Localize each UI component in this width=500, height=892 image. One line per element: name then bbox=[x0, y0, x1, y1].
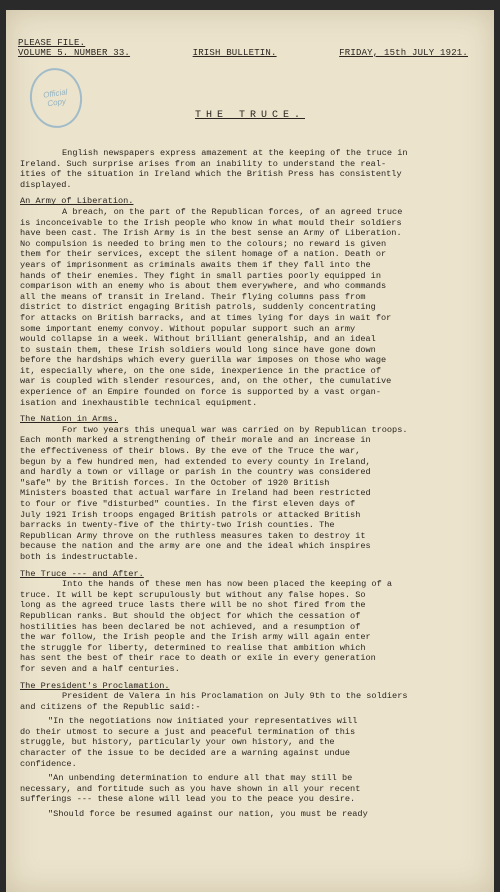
text-line: isation and inexhaustible technical equipment. bbox=[20, 397, 258, 408]
text-line: character of the issue to be decided are a warning against undue bbox=[20, 748, 351, 759]
quotation-paragraph bbox=[20, 716, 472, 769]
text-line: July 1921 Irish troops engaged British patrols or attacked British bbox=[20, 509, 361, 520]
text-line: would collapse in a week. Without brilliant generalship, and an ideal bbox=[20, 334, 376, 345]
publication-name: IRISH BULLETIN. bbox=[192, 48, 277, 58]
text-line: English newspapers express amazement at the keeping of the truce in bbox=[62, 148, 408, 158]
text-line: barracks in twenty-five of the thirty-two Irish counties. The bbox=[20, 520, 335, 531]
text-line: For two years this unequal war was carried on by Republican troops. bbox=[62, 424, 408, 435]
text-line: and citizens of the Republic said:- bbox=[20, 701, 201, 712]
text-line: No compulsion is needed to bring men to the colours; no reward is given bbox=[20, 238, 387, 249]
page-title: THE TRUCE. bbox=[194, 110, 305, 121]
text-line: Into the hands of these men has now been placed the keeping of a bbox=[62, 579, 393, 590]
text-line: all the means of transit in Ireland. Their flying columns pass from bbox=[20, 291, 366, 302]
text-line: it, especially where, on the one side, inexperience in the practice of bbox=[20, 365, 381, 376]
text-line: and hardly a town or village or parish in the country was considered bbox=[20, 467, 371, 478]
text-line: both is indestructable. bbox=[20, 551, 139, 562]
text-line: confidence. bbox=[20, 758, 77, 769]
section-paragraph bbox=[20, 207, 472, 408]
text-line: Republican ranks. But should the object for which the cessation of bbox=[20, 610, 361, 621]
text-line: Ministers boasted that actual warfare in Ireland had been restricted bbox=[20, 488, 371, 499]
text-line: to sustain them, these Irish soldiers would long since have gone down bbox=[20, 344, 376, 355]
text-line: President de Valera in his Proclamation on July 9th to the soldiers bbox=[62, 691, 408, 702]
text-line: "Should force be resumed against our nation, you must be ready bbox=[48, 809, 368, 820]
section-paragraph bbox=[20, 579, 472, 674]
section-paragraph bbox=[20, 425, 472, 563]
text-line: the effectiveness of their blows. By the eve of the Truce the war, bbox=[20, 446, 361, 457]
quotation-paragraph bbox=[20, 773, 472, 805]
text-line: because the nation and the army are one and the ideal which inspires bbox=[20, 541, 371, 552]
text-line: "An unbending determination to endure all that may still be bbox=[48, 773, 353, 784]
text-line: sufferings --- these alone will lead you to the peace you desire. bbox=[20, 794, 356, 805]
text-line: has sent the best of their race to death or exile in every generation bbox=[20, 653, 376, 664]
text-line: experience of an Empire founded on force is supported by a vast organ- bbox=[20, 387, 381, 398]
text-line: "In the negotiations now initiated your representatives will bbox=[48, 716, 358, 727]
section-heading: The Truce --- and After. bbox=[20, 568, 144, 579]
official-copy-stamp: Official Copy bbox=[26, 65, 86, 132]
text-line: begun by a few hundred men, had extended to every county in Ireland, bbox=[20, 456, 371, 467]
volume-number: VOLUME 5. NUMBER 33. bbox=[18, 48, 131, 58]
text-line: ities of the situation in Ireland which the British Press has consistently bbox=[20, 169, 402, 180]
section-heading: The Nation in Arms. bbox=[20, 414, 118, 425]
text-line: war is coupled with slender resources, and, on the other, the cumulative bbox=[20, 376, 392, 387]
bulletin-header bbox=[18, 38, 468, 58]
text-line: for attacks on British barracks, and at times lying for days in wait for bbox=[20, 312, 392, 323]
text-line: them for their services, except the silent homage of a nation. Death or bbox=[20, 249, 387, 260]
text-line: the struggle for liberty, determined to realise that ambition which bbox=[20, 642, 366, 653]
text-line: hostilities has been declared be not achieved, and a resumption of bbox=[20, 621, 361, 632]
text-line: is inconceivable to the Irish people who know in what mould their soldiers bbox=[20, 217, 402, 228]
section-heading: An Army of Liberation. bbox=[20, 196, 134, 207]
issue-date: FRIDAY, 15th JULY 1921. bbox=[339, 48, 468, 58]
section-heading: The President's Proclamation. bbox=[20, 680, 170, 691]
text-line: for seven and a half centuries. bbox=[20, 663, 180, 674]
text-line: comparison with an enemy who is about them everywhere, and who commands bbox=[20, 281, 387, 292]
text-line: to four or five "disturbed" counties. In the first eleven days of bbox=[20, 499, 356, 509]
text-line: district to district engaging British patrols, suddenly concentrating bbox=[20, 302, 376, 313]
text-line: hands of their enemies. They fight in small parties poorly equipped in bbox=[20, 270, 381, 281]
document-body bbox=[20, 148, 472, 820]
text-line: Republican Army throve on the ruthless measures taken to destroy it bbox=[20, 530, 366, 541]
text-line: years of imprisonment as criminals awaits them if they fall into the bbox=[20, 259, 371, 270]
text-line: long as the agreed truce lasts there will be no shot fired from the bbox=[20, 600, 366, 611]
text-line: truce. It will be kept scrupulously but without any false hopes. So bbox=[20, 589, 366, 600]
text-line: displayed. bbox=[20, 179, 72, 190]
text-line: the war follow, the Irish people and the Irish army will again enter bbox=[20, 632, 371, 643]
quotation-paragraph bbox=[20, 809, 472, 820]
text-line: Ireland. Such surprise arises from an inability to understand the real- bbox=[20, 158, 387, 169]
section-paragraph bbox=[20, 148, 472, 190]
text-line: Each month marked a strengthening of their morale and an increase in bbox=[20, 435, 371, 446]
text-line: have been cast. The Irish Army is in the best sense an Army of Liberation. bbox=[20, 228, 402, 239]
section-paragraph bbox=[20, 691, 472, 712]
text-line: necessary, and fortitude such as you have shown in all your recent bbox=[20, 783, 361, 794]
please-file-label: PLEASE FILE. bbox=[18, 38, 86, 48]
text-line: "safe" by the British forces. In the October of 1920 British bbox=[20, 477, 330, 488]
text-line: some important enemy convoy. Without popular support such an army bbox=[20, 323, 356, 334]
document-page bbox=[6, 10, 494, 892]
text-line: struggle, but history, particularly your own history, and the bbox=[20, 737, 335, 748]
text-line: before the hardships which every guerilla war imposes on those who wage bbox=[20, 355, 387, 366]
text-line: do their utmost to secure a just and peaceful termination of this bbox=[20, 726, 356, 737]
text-line: A breach, on the part of the Republican forces, of an agreed truce bbox=[62, 206, 403, 217]
